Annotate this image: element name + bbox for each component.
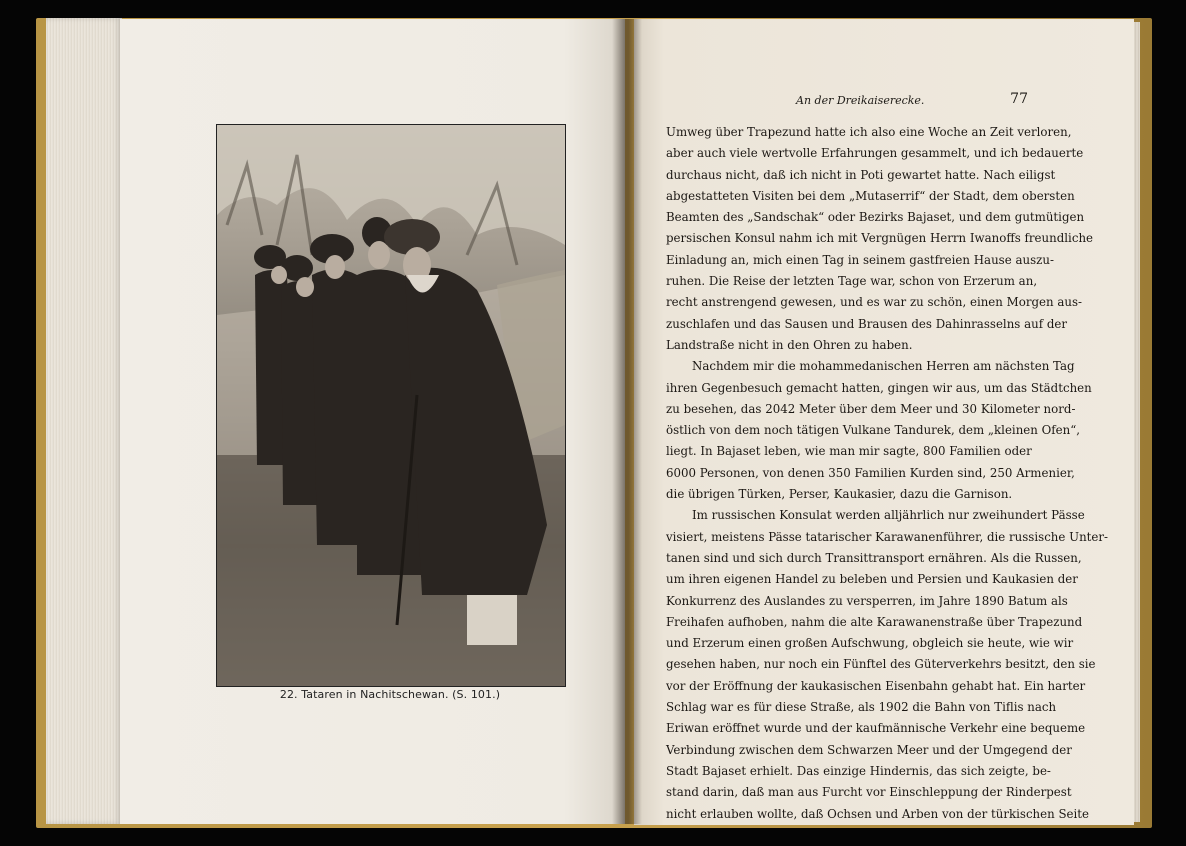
running-header [666,91,1028,112]
text-line: Umweg über Trapezund hatte ich also eine Woche an Zeit verloren, [666,125,1072,139]
text-line: visiert, meistens Pässe tatarischer Karawanenführer, die russische Unter- [666,529,1109,544]
text-line: ihren Gegenbesuch gemacht hatten, gingen wir aus, um das Städtchen [666,380,1092,395]
body-text [666,122,1109,825]
photograph-tatars [216,124,566,687]
text-line: durchaus nicht, daß ich nicht in Poti gewartet hatte. Nach eiligst [666,167,1056,182]
photo-caption: 22. Tataren in Nachitschewan. (S. 101.) [279,688,501,701]
text-line: recht anstrengend gewesen, und es war zu schön, einen Morgen aus- [666,295,1083,310]
text-line: aber auch viele wertvolle Erfahrungen gesammelt, und ich bedauerte [666,146,1084,161]
text-line: tanen sind und sich durch Transittransport ernähren. Als die Russen, [666,550,1082,565]
book-gutter [612,19,642,824]
text-line: und Erzerum einen großen Aufschwung, obgleich sie heute, wie wir [666,636,1074,651]
running-head-title: An der Dreikaiserecke. [796,94,925,107]
text-line: stand darin, daß man aus Furcht vor Einschleppung der Rinderpest [666,785,1072,800]
text-line: persischen Konsul nahm ich mit Vergnügen Herrn Iwanoffs freundliche [666,231,1094,246]
text-line: vor der Eröffnung der kaukasischen Eisenbahn gehabt hat. Ein harter [666,678,1086,693]
text-line: Freihafen aufhoben, nahm die alte Karawanenstraße über Trapezund [666,614,1083,629]
text-line: Im russischen Konsulat werden alljährlich nur zweihundert Pässe [692,508,1085,523]
page-number: 77 [1010,91,1028,107]
text-line: gesehen haben, nur noch ein Fünftel des Güterverkehrs besitzt, den sie [666,657,1096,672]
text-line: zuschlafen und das Sausen und Brausen des Dahinrasselns auf der [666,316,1068,331]
text-line: abgestatteten Visiten bei dem „Mutaserrif“ der Stadt, dem obersten [666,188,1075,203]
text-line: Landstraße nicht in den Ohren zu haben. [666,337,913,352]
text-line: zu besehen, das 2042 Meter über dem Meer und 30 Kilometer nord- [666,401,1076,416]
text-line: Eriwan eröffnet wurde und der kaufmännische Verkehr eine bequeme [666,721,1086,736]
text-line: 6000 Personen, von denen 350 Familien Kurden sind, 250 Armenier, [666,465,1075,480]
text-line: Konkurrenz des Auslandes zu versperren, im Jahre 1890 Batum als [666,593,1068,608]
text-line: Schlag war es für diese Straße, als 1902 die Bahn von Tiflis nach [666,700,1057,715]
right-page-edges [1134,22,1140,822]
text-line: Verbindung zwischen dem Schwarzen Meer und der Umgegend der [666,742,1072,757]
text-line: östlich von dem noch tätigen Vulkane Tandurek, dem „kleinen Ofen“, [666,423,1081,438]
text-line: nicht erlauben wollte, daß Ochsen und Arben von der türkischen Seite [666,806,1090,821]
text-line: ruhen. Die Reise der letzten Tage war, schon von Erzerum an, [666,274,1038,289]
text-line: liegt. In Bajaset leben, wie man mir sagte, 800 Familien oder [666,444,1032,459]
page-edges [46,18,122,824]
text-line: um ihren eigenen Handel zu beleben und Persien und Kaukasien der [666,572,1078,587]
text-line: die übrigen Türken, Perser, Kaukasier, dazu die Garnison. [666,487,1013,502]
text-line: Stadt Bajaset erhielt. Das einzige Hindernis, das sich zeigte, be- [666,763,1051,778]
text-line: Beamten des „Sandschak“ oder Bezirks Bajaset, und dem gutmütigen [666,210,1085,225]
text-line: Einladung an, mich einen Tag in seinem gastfreien Hause auszu- [666,252,1054,267]
text-line: Nachdem mir die mohammedanischen Herren am nächsten Tag [692,359,1075,374]
